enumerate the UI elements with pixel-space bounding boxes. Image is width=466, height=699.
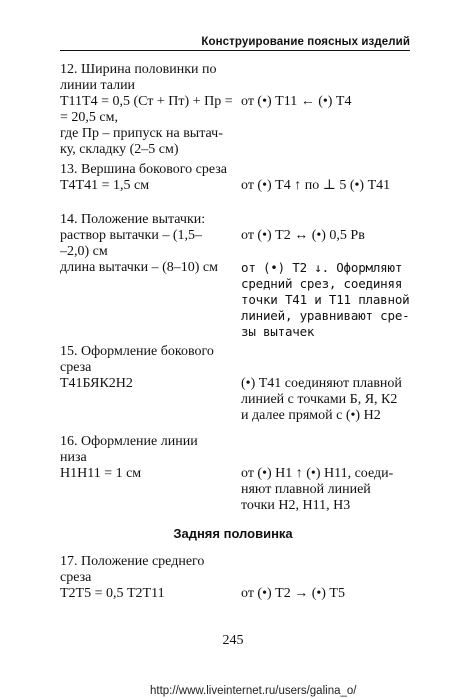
item-17-instruction <box>241 586 411 602</box>
text-line: 14. Положение вытачки: <box>60 212 206 227</box>
text-line: линией с точками Б, Я, К2 <box>241 392 398 407</box>
text-line: среза <box>60 570 92 585</box>
text-line: –2,0) см <box>60 244 108 259</box>
text-line: Т41БЯК2Н2 <box>60 376 133 391</box>
text-line: Т2Т5 = 0,5 Т2Т11 <box>60 586 165 601</box>
running-header: Конструирование поясных изделий <box>201 36 410 48</box>
text-line: раствор вытачки – (1,5– <box>60 228 203 243</box>
text-line: от (•) Т4 ↑ по ⊥ 5 (•) Т41 <box>241 178 391 193</box>
watermark-url: http://www.liveinternet.ru/users/galina_o/ <box>150 685 357 697</box>
header-rule <box>60 50 410 51</box>
text-line: низа <box>60 450 87 465</box>
text-line: и далее прямой с (•) Н2 <box>241 408 381 423</box>
text-line: (•) Т41 соединяют плавной <box>241 376 402 391</box>
page-number: 245 <box>222 633 244 648</box>
text-line: 15. Оформление бокового <box>60 344 214 359</box>
text-line: от (•) Т2 → (•) Т5 <box>241 586 345 601</box>
item-12-text <box>60 62 240 158</box>
text-line: 12. Ширина половинки по <box>60 62 217 77</box>
text-line: средний срез, соединяя <box>241 276 403 291</box>
text-line: точки Н2, Н11, Н3 <box>241 498 351 513</box>
text-line: от (•) Т2 ↔ (•) 0,5 Рв <box>241 228 365 243</box>
text-line: где Пр – припуск на вытач- <box>60 126 223 141</box>
text-line: зы вытачек <box>241 324 315 339</box>
text-line: 17. Положение среднего <box>60 554 205 569</box>
item-14-instruction-1 <box>241 228 411 244</box>
item-16-instruction <box>241 466 411 514</box>
text-line: среза <box>60 360 92 375</box>
text-line: 16. Оформление линии <box>60 434 198 449</box>
text-line: длина вытачки – (8–10) см <box>60 260 218 275</box>
item-15-instruction <box>241 376 411 424</box>
text-line: = 20,5 см, <box>60 110 118 125</box>
text-line: линии талии <box>60 78 136 93</box>
item-15-text <box>60 344 240 392</box>
item-17-text <box>60 554 240 602</box>
item-16-text <box>60 434 240 482</box>
text-line: от (•) Т11 ← (•) Т4 <box>241 94 352 109</box>
text-line: 13. Вершина бокового среза <box>60 162 227 177</box>
text-line: Н1Н11 = 1 см <box>60 466 142 481</box>
text-line: няют плавной линией <box>241 482 371 497</box>
item-12-instruction <box>241 94 411 110</box>
item-13-text <box>60 162 240 194</box>
item-13-instruction <box>241 178 411 194</box>
item-14-instruction-2 <box>241 260 411 340</box>
section-title-back-half: Задняя половинка <box>173 526 293 541</box>
text-line: точки Т41 и Т11 плавной <box>241 292 410 307</box>
text-line: линией, уравнивают сре- <box>241 308 410 323</box>
text-line: ку, складку (2–5 см) <box>60 142 179 157</box>
text-line: Т11Т4 = 0,5 (Ст + Пт) + Пр = <box>60 94 233 109</box>
item-14-text <box>60 212 240 276</box>
text-line: от (•) Т2 ↓. Оформляют <box>241 260 403 275</box>
text-line: Т4Т41 = 1,5 см <box>60 178 150 193</box>
text-line: от (•) Н1 ↑ (•) Н11, соеди- <box>241 466 394 481</box>
